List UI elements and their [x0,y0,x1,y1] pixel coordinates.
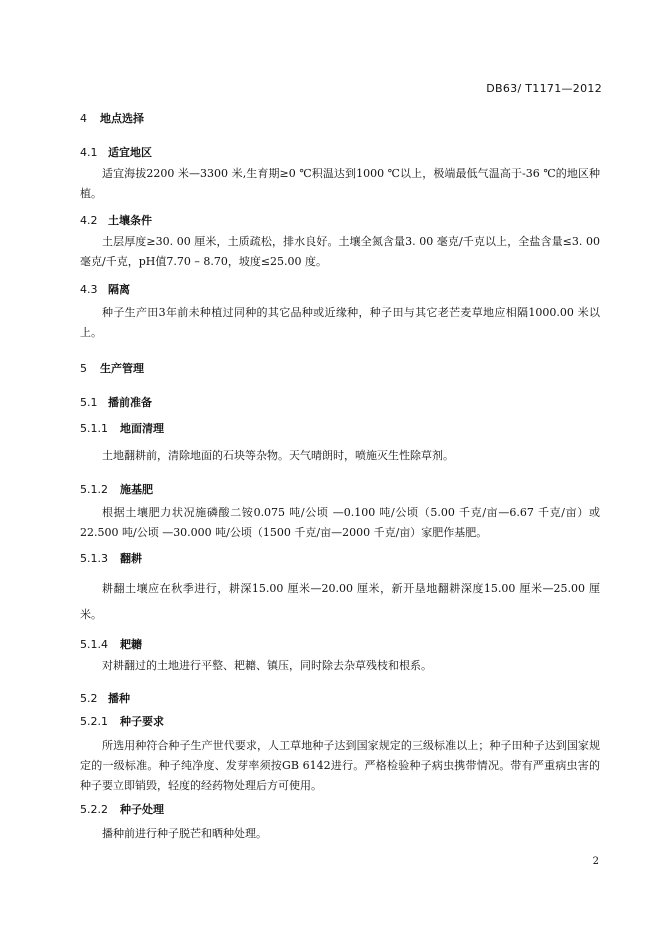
section-number: 4 [80,112,87,125]
paragraph-4-1: 适宜海拔2200 米—3300 米,生育期≥0 ℃积温达到1000 ℃以上，极端最低气温高于-36 ℃的地区种植。 [80,167,600,200]
section-number: 5.1.4 [80,638,108,651]
document-code: DB63/ T1171—2012 [486,82,602,95]
paragraph-4-3: 种子生产田3年前未种植过同种的其它品种或近缘种，种子田与其它老芒麦草地应相隔1000.00 米以上。 [80,306,600,339]
section-heading-4-3 [80,281,130,297]
section-number: 4.3 [80,283,98,296]
section-title: 地点选择 [100,112,144,125]
section-number: 5.1.2 [80,483,108,496]
section-number: 5 [80,362,87,375]
section-number: 5.1.3 [80,552,108,565]
paragraph-5-1-1: 土地翻耕前，清除地面的石块等杂物。天气晴朗时，喷施灭生性除草剂。 [102,449,454,462]
section-heading-4-1 [80,144,152,160]
section-heading-5-1 [80,394,152,410]
paragraph-5-2-2: 播种前进行种子脱芒和晒种处理。 [102,827,267,840]
section-heading-5-2-1 [80,713,164,729]
section-heading-5-1-2 [80,481,153,497]
paragraph-5-1-3: 耕翻土壤应在秋季进行，耕深15.00 厘米—20.00 厘米，新开垦地翻耕深度15.00 厘米—25.00 厘米。 [80,582,600,621]
section-number: 5.2.1 [80,715,108,728]
section-title: 播前准备 [108,396,152,409]
section-heading-4 [80,110,144,126]
page-number: 2 [592,856,599,867]
section-title: 施基肥 [120,483,153,496]
section-heading-5 [80,360,144,376]
section-number: 5.2 [80,692,98,705]
section-title: 种子要求 [120,715,164,728]
section-number: 5.1 [80,396,98,409]
section-title: 适宜地区 [108,146,152,159]
section-number: 4.2 [80,214,98,227]
section-title: 生产管理 [100,362,144,375]
section-heading-5-2-2 [80,801,164,817]
section-heading-5-1-1 [80,420,164,436]
paragraph-5-1-2: 根据土壤肥力状况施磷酸二铵0.075 吨/公顷 —0.100 吨/公顷（5.00 千克/亩—6.67 千克/亩）或22.500 吨/公顷 —30.000 吨/公顷（1500 千克/亩—2000 千克/亩）家肥作基肥。 [80,506,600,539]
paragraph-5-1-4: 对耕翻过的土地进行平整、耙耱、镇压，同时除去杂草残枝和根系。 [102,659,432,672]
section-number: 5.1.1 [80,422,108,435]
section-number: 4.1 [80,146,98,159]
section-heading-5-1-4 [80,636,142,652]
section-title: 翻耕 [120,552,142,565]
paragraph-4-2: 土层厚度≥30. 00 厘米，土质疏松，排水良好。土壤全氮含量3. 00 毫克/千克以上，全盐含量≤3. 00 毫克/千克，pH值7.70 – 8.70，坡度≤25.00 度。 [80,235,600,268]
section-title: 隔离 [108,283,130,296]
section-title: 土壤条件 [108,214,152,227]
section-title: 耙耱 [120,638,142,651]
section-heading-5-1-3 [80,550,142,566]
section-title: 种子处理 [120,803,164,816]
section-heading-5-2 [80,690,130,706]
section-title: 地面清理 [120,422,164,435]
paragraph-5-2-1: 所选用种符合种子生产世代要求，人工草地种子达到国家规定的三级标准以上；种子田种子达到国家规定的一级标准。种子纯净度、发芽率须按GB 6142进行。严格检验种子病虫携带情况。带有严重病虫害的种子要立即销毁，轻度的经药物处理后方可使用。 [80,739,600,792]
section-title: 播种 [108,692,130,705]
section-heading-4-2 [80,212,152,228]
section-number: 5.2.2 [80,803,108,816]
